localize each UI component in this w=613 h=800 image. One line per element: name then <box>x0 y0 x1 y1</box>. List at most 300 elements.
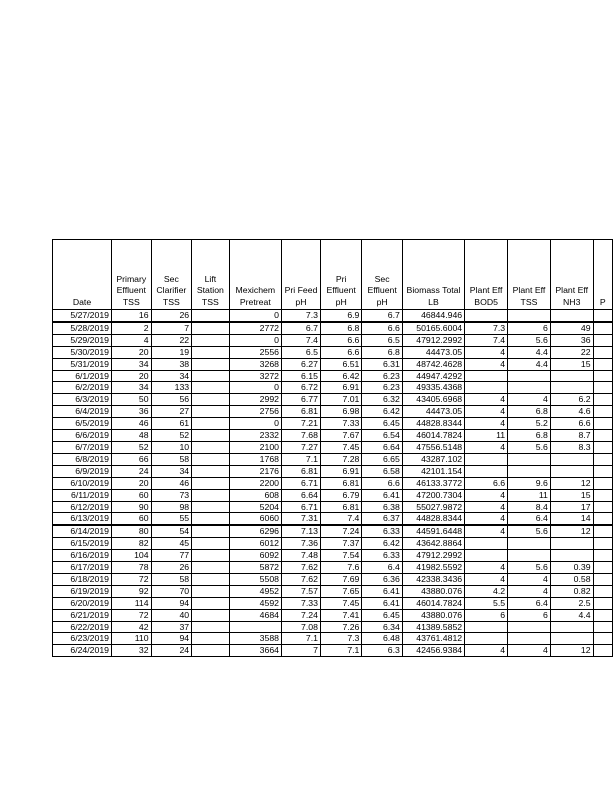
table-cell <box>550 453 593 465</box>
table-cell: 60 <box>112 513 152 525</box>
table-cell: 5.6 <box>508 562 551 574</box>
table-cell <box>508 453 551 465</box>
table-cell: 7.68 <box>282 430 321 442</box>
table-cell: 90 <box>112 501 152 513</box>
table-row <box>53 322 613 334</box>
table-cell: 6.45 <box>362 609 402 621</box>
date-cell: 5/27/2019 <box>53 310 112 322</box>
table-cell: 6.4 <box>508 513 551 525</box>
table-cell: 7.1 <box>282 633 321 645</box>
table-cell <box>192 477 230 489</box>
table-cell: 6.5 <box>282 346 321 358</box>
table-cell: 52 <box>112 441 152 453</box>
column-header: Plant Eff BOD5 <box>465 240 508 310</box>
table-body <box>53 310 613 657</box>
table-cell: 7.4 <box>320 513 361 525</box>
table-cell: 19 <box>151 346 192 358</box>
table-cell <box>550 550 593 562</box>
table-cell <box>192 645 230 657</box>
table-cell <box>192 358 230 370</box>
table-cell: 20 <box>112 346 152 358</box>
table-cell <box>550 621 593 633</box>
table-cell <box>593 585 612 597</box>
table-cell: 0.39 <box>550 562 593 574</box>
table-cell: 6.54 <box>362 430 402 442</box>
table-cell: 45 <box>151 538 192 550</box>
table-cell: 6.8 <box>508 430 551 442</box>
table-cell <box>593 645 612 657</box>
table-cell: 6.91 <box>320 465 361 477</box>
table-cell: 4 <box>465 346 508 358</box>
table-cell: 46133.3772 <box>402 477 464 489</box>
table-cell: 6.77 <box>282 394 321 406</box>
table-cell: 12 <box>550 645 593 657</box>
table-cell: 7.28 <box>320 453 361 465</box>
table-cell: 8.7 <box>550 430 593 442</box>
table-cell <box>192 382 230 394</box>
table-cell: 1768 <box>229 453 281 465</box>
table-cell: 7.1 <box>320 645 361 657</box>
table-cell: 26 <box>151 562 192 574</box>
table-cell <box>550 465 593 477</box>
date-cell: 6/11/2019 <box>53 489 112 501</box>
table-cell: 6.38 <box>362 501 402 513</box>
table-cell <box>192 394 230 406</box>
table-cell: 44473.05 <box>402 346 464 358</box>
table-cell: 7.36 <box>282 538 321 550</box>
table-cell: 7.69 <box>320 573 361 585</box>
table-cell <box>192 562 230 574</box>
table-cell <box>192 465 230 477</box>
table-cell: 7.33 <box>320 418 361 430</box>
table-cell: 2.5 <box>550 597 593 609</box>
table-cell: 10 <box>151 441 192 453</box>
table-cell: 7.37 <box>320 538 361 550</box>
table-cell: 4684 <box>229 609 281 621</box>
table-cell: 4 <box>465 513 508 525</box>
table-cell: 4.4 <box>508 358 551 370</box>
table-cell <box>465 310 508 322</box>
table-cell: 2100 <box>229 441 281 453</box>
table-cell: 2332 <box>229 430 281 442</box>
table-cell: 114 <box>112 597 152 609</box>
table-cell: 42101.154 <box>402 465 464 477</box>
table-row <box>53 453 613 465</box>
date-cell: 6/24/2019 <box>53 645 112 657</box>
column-header: Sec Effluent pH <box>362 240 402 310</box>
table-cell: 2992 <box>229 394 281 406</box>
table-cell: 47912.2992 <box>402 334 464 346</box>
table-cell: 5.6 <box>508 525 551 537</box>
table-cell: 43761.4812 <box>402 633 464 645</box>
table-row <box>53 633 613 645</box>
table-cell <box>593 633 612 645</box>
table-cell: 73 <box>151 489 192 501</box>
date-cell: 6/13/2019 <box>53 513 112 525</box>
table-cell: 0 <box>229 382 281 394</box>
table-cell: 5.5 <box>465 597 508 609</box>
table-cell: 4 <box>465 562 508 574</box>
table-cell: 20 <box>112 477 152 489</box>
table-cell <box>593 550 612 562</box>
table-row <box>53 645 613 657</box>
table-cell: 61 <box>151 418 192 430</box>
table-cell: 26 <box>151 310 192 322</box>
column-header: Primary Effluent TSS <box>112 240 152 310</box>
date-cell: 6/21/2019 <box>53 609 112 621</box>
table-cell: 77 <box>151 550 192 562</box>
table-cell: 41982.5592 <box>402 562 464 574</box>
table-cell <box>550 370 593 382</box>
table-cell <box>192 550 230 562</box>
table-cell: 7.4 <box>465 334 508 346</box>
table-cell <box>593 562 612 574</box>
table-cell: 15 <box>550 489 593 501</box>
table-row <box>53 382 613 394</box>
table-cell: 7.08 <box>282 621 321 633</box>
table-cell: 5.6 <box>508 334 551 346</box>
table-cell: 6.3 <box>362 645 402 657</box>
table-cell <box>192 441 230 453</box>
table-cell: 70 <box>151 585 192 597</box>
date-cell: 6/20/2019 <box>53 597 112 609</box>
table-cell: 7.62 <box>282 562 321 574</box>
data-table <box>52 239 613 657</box>
table-cell <box>229 621 281 633</box>
table-cell <box>550 310 593 322</box>
table-cell: 2772 <box>229 322 281 334</box>
table-cell: 12 <box>550 477 593 489</box>
table-cell: 6.48 <box>362 633 402 645</box>
table-cell: 22 <box>151 334 192 346</box>
table-cell: 42338.3436 <box>402 573 464 585</box>
table-cell: 6.37 <box>362 513 402 525</box>
date-cell: 6/22/2019 <box>53 621 112 633</box>
table-cell: 6012 <box>229 538 281 550</box>
table-cell: 2176 <box>229 465 281 477</box>
table-cell: 4 <box>465 489 508 501</box>
table-row <box>53 585 613 597</box>
table-cell: 37 <box>151 621 192 633</box>
table-cell: 6.64 <box>362 441 402 453</box>
table-row <box>53 370 613 382</box>
date-cell: 6/19/2019 <box>53 585 112 597</box>
table-cell: 3664 <box>229 645 281 657</box>
table-cell: 34 <box>151 370 192 382</box>
table-cell <box>192 609 230 621</box>
table-cell: 4 <box>465 525 508 537</box>
date-cell: 6/16/2019 <box>53 550 112 562</box>
table-cell: 6.36 <box>362 573 402 585</box>
table-cell: 16 <box>112 310 152 322</box>
table-cell: 6.6 <box>362 477 402 489</box>
table-cell <box>593 513 612 525</box>
table-cell <box>508 633 551 645</box>
table-cell <box>192 525 230 537</box>
table-cell: 6.34 <box>362 621 402 633</box>
table-cell <box>192 573 230 585</box>
table-cell: 0.82 <box>550 585 593 597</box>
table-cell: 47912.2992 <box>402 550 464 562</box>
date-cell: 6/7/2019 <box>53 441 112 453</box>
table-cell <box>192 453 230 465</box>
table-cell: 133 <box>151 382 192 394</box>
table-cell: 4 <box>465 645 508 657</box>
table-row <box>53 394 613 406</box>
table-cell: 7.6 <box>320 562 361 574</box>
table-cell <box>593 322 612 334</box>
table-cell: 6.8 <box>320 322 361 334</box>
table-cell: 7.45 <box>320 441 361 453</box>
table-cell: 4 <box>465 394 508 406</box>
table-cell: 0.58 <box>550 573 593 585</box>
date-cell: 5/30/2019 <box>53 346 112 358</box>
table-cell <box>593 310 612 322</box>
table-cell <box>593 406 612 418</box>
date-cell: 6/17/2019 <box>53 562 112 574</box>
table-cell: 104 <box>112 550 152 562</box>
table-cell: 82 <box>112 538 152 550</box>
table-cell: 80 <box>112 525 152 537</box>
table-cell <box>508 465 551 477</box>
table-cell: 3588 <box>229 633 281 645</box>
table-row <box>53 465 613 477</box>
table-cell: 6.41 <box>362 597 402 609</box>
table-cell <box>508 382 551 394</box>
table-row <box>53 621 613 633</box>
column-header: Date <box>53 240 112 310</box>
table-cell: 6.42 <box>362 538 402 550</box>
table-cell <box>550 382 593 394</box>
table-cell <box>192 597 230 609</box>
table-cell: 0 <box>229 310 281 322</box>
table-cell: 7.62 <box>282 573 321 585</box>
table-cell: 6 <box>508 322 551 334</box>
table-cell: 11 <box>465 430 508 442</box>
table-cell <box>593 609 612 621</box>
table-cell: 2 <box>112 322 152 334</box>
table-cell: 6.32 <box>362 394 402 406</box>
table-cell: 6.6 <box>550 418 593 430</box>
table-cell: 46014.7824 <box>402 430 464 442</box>
table-cell: 6.2 <box>550 394 593 406</box>
table-cell: 9.6 <box>508 477 551 489</box>
date-cell: 5/31/2019 <box>53 358 112 370</box>
table-cell: 6.41 <box>362 585 402 597</box>
table-cell: 4 <box>465 573 508 585</box>
table-cell: 22 <box>550 346 593 358</box>
table-cell <box>593 465 612 477</box>
table-cell: 42456.9384 <box>402 645 464 657</box>
table-cell <box>192 633 230 645</box>
table-cell: 7.31 <box>282 513 321 525</box>
table-cell: 34 <box>112 358 152 370</box>
date-cell: 6/8/2019 <box>53 453 112 465</box>
table-cell: 7.24 <box>320 525 361 537</box>
table-row <box>53 406 613 418</box>
table-cell: 4.4 <box>508 346 551 358</box>
table-cell: 92 <box>112 585 152 597</box>
table-cell <box>593 597 612 609</box>
table-cell: 4 <box>508 573 551 585</box>
table-cell <box>593 477 612 489</box>
table-cell: 5.2 <box>508 418 551 430</box>
column-header: P <box>593 240 612 310</box>
table-cell: 6.8 <box>362 346 402 358</box>
table-row <box>53 346 613 358</box>
table-cell: 6.72 <box>282 382 321 394</box>
column-header: Plant Eff NH3 <box>550 240 593 310</box>
table-cell: 4952 <box>229 585 281 597</box>
table-cell: 24 <box>151 645 192 657</box>
table-cell: 6.31 <box>362 358 402 370</box>
date-cell: 6/9/2019 <box>53 465 112 477</box>
table-cell: 2556 <box>229 346 281 358</box>
table-cell: 6.45 <box>362 418 402 430</box>
table-row <box>53 334 613 346</box>
table-cell: 7.4 <box>282 334 321 346</box>
table-cell: 2200 <box>229 477 281 489</box>
table-row <box>53 489 613 501</box>
table-cell <box>192 418 230 430</box>
table-row <box>53 562 613 574</box>
table-cell: 50165.6004 <box>402 322 464 334</box>
table-cell: 6.9 <box>320 310 361 322</box>
table-cell: 6.7 <box>282 322 321 334</box>
table-cell: 38 <box>151 358 192 370</box>
table-cell <box>593 621 612 633</box>
table-cell: 4 <box>465 501 508 513</box>
table-cell: 5872 <box>229 562 281 574</box>
column-header: Lift Station TSS <box>192 240 230 310</box>
table-cell: 6.58 <box>362 465 402 477</box>
table-cell: 50 <box>112 394 152 406</box>
table-cell: 32 <box>112 645 152 657</box>
table-cell <box>593 346 612 358</box>
table-row <box>53 358 613 370</box>
table-cell: 54 <box>151 525 192 537</box>
table-cell: 6.71 <box>282 477 321 489</box>
table-cell: 6.4 <box>508 597 551 609</box>
table-cell: 40 <box>151 609 192 621</box>
table-cell: 6.81 <box>320 501 361 513</box>
table-cell <box>593 382 612 394</box>
table-cell: 44947.4292 <box>402 370 464 382</box>
table-cell <box>192 538 230 550</box>
table-cell <box>508 621 551 633</box>
table-cell <box>465 453 508 465</box>
table-cell: 49335.4368 <box>402 382 464 394</box>
table-cell: 5508 <box>229 573 281 585</box>
table-cell: 41389.5852 <box>402 621 464 633</box>
table-cell: 55027.9872 <box>402 501 464 513</box>
table-cell: 8.4 <box>508 501 551 513</box>
table-cell: 34 <box>151 465 192 477</box>
table-cell: 20 <box>112 370 152 382</box>
table-cell: 49 <box>550 322 593 334</box>
table-cell: 44828.8344 <box>402 418 464 430</box>
table-cell: 6060 <box>229 513 281 525</box>
table-cell: 4 <box>508 585 551 597</box>
table-cell: 6.98 <box>320 406 361 418</box>
table-cell: 4.2 <box>465 585 508 597</box>
table-cell: 7.13 <box>282 525 321 537</box>
table-cell <box>192 621 230 633</box>
table-cell: 6.6 <box>362 322 402 334</box>
table-row <box>53 418 613 430</box>
table-cell: 42 <box>112 621 152 633</box>
table-cell <box>593 334 612 346</box>
table-cell: 58 <box>151 453 192 465</box>
table-cell <box>192 585 230 597</box>
table-cell: 44473.05 <box>402 406 464 418</box>
table-cell: 8.3 <box>550 441 593 453</box>
table-cell: 608 <box>229 489 281 501</box>
table-cell: 7.01 <box>320 394 361 406</box>
table-cell: 34 <box>112 382 152 394</box>
date-cell: 6/15/2019 <box>53 538 112 550</box>
table-cell: 7.21 <box>282 418 321 430</box>
table-row <box>53 477 613 489</box>
table-cell: 6.15 <box>282 370 321 382</box>
table-cell: 6.81 <box>282 406 321 418</box>
table-cell: 0 <box>229 418 281 430</box>
table-row <box>53 310 613 322</box>
table-cell: 4 <box>508 645 551 657</box>
table-cell: 7.48 <box>282 550 321 562</box>
table-cell: 4 <box>465 418 508 430</box>
table-cell: 6 <box>465 609 508 621</box>
date-cell: 6/12/2019 <box>53 501 112 513</box>
table-cell: 6.23 <box>362 382 402 394</box>
table-row <box>53 441 613 453</box>
table-cell <box>465 370 508 382</box>
table-cell: 6.8 <box>508 406 551 418</box>
table-cell: 4 <box>465 358 508 370</box>
table-cell: 43287.102 <box>402 453 464 465</box>
table-cell: 60 <box>112 489 152 501</box>
table-row <box>53 513 613 525</box>
table-cell: 47556.5148 <box>402 441 464 453</box>
table-cell: 6.4 <box>362 562 402 574</box>
table-cell: 15 <box>550 358 593 370</box>
table-cell: 72 <box>112 609 152 621</box>
table-cell: 4592 <box>229 597 281 609</box>
table-cell: 27 <box>151 406 192 418</box>
date-cell: 6/10/2019 <box>53 477 112 489</box>
table-cell: 6.81 <box>282 465 321 477</box>
table-cell: 6.81 <box>320 477 361 489</box>
table-cell: 6296 <box>229 525 281 537</box>
table-cell <box>593 538 612 550</box>
table-cell <box>465 382 508 394</box>
table-cell: 7.3 <box>282 310 321 322</box>
date-cell: 6/2/2019 <box>53 382 112 394</box>
table-cell: 5.6 <box>508 441 551 453</box>
table-cell <box>465 633 508 645</box>
table-cell <box>550 633 593 645</box>
table-cell: 7.67 <box>320 430 361 442</box>
table-cell <box>192 322 230 334</box>
date-cell: 6/5/2019 <box>53 418 112 430</box>
table-cell: 17 <box>550 501 593 513</box>
table-cell <box>593 394 612 406</box>
table-cell: 46014.7824 <box>402 597 464 609</box>
table-cell: 3268 <box>229 358 281 370</box>
table-cell: 4.6 <box>550 406 593 418</box>
table-cell: 7 <box>282 645 321 657</box>
table-cell: 58 <box>151 573 192 585</box>
